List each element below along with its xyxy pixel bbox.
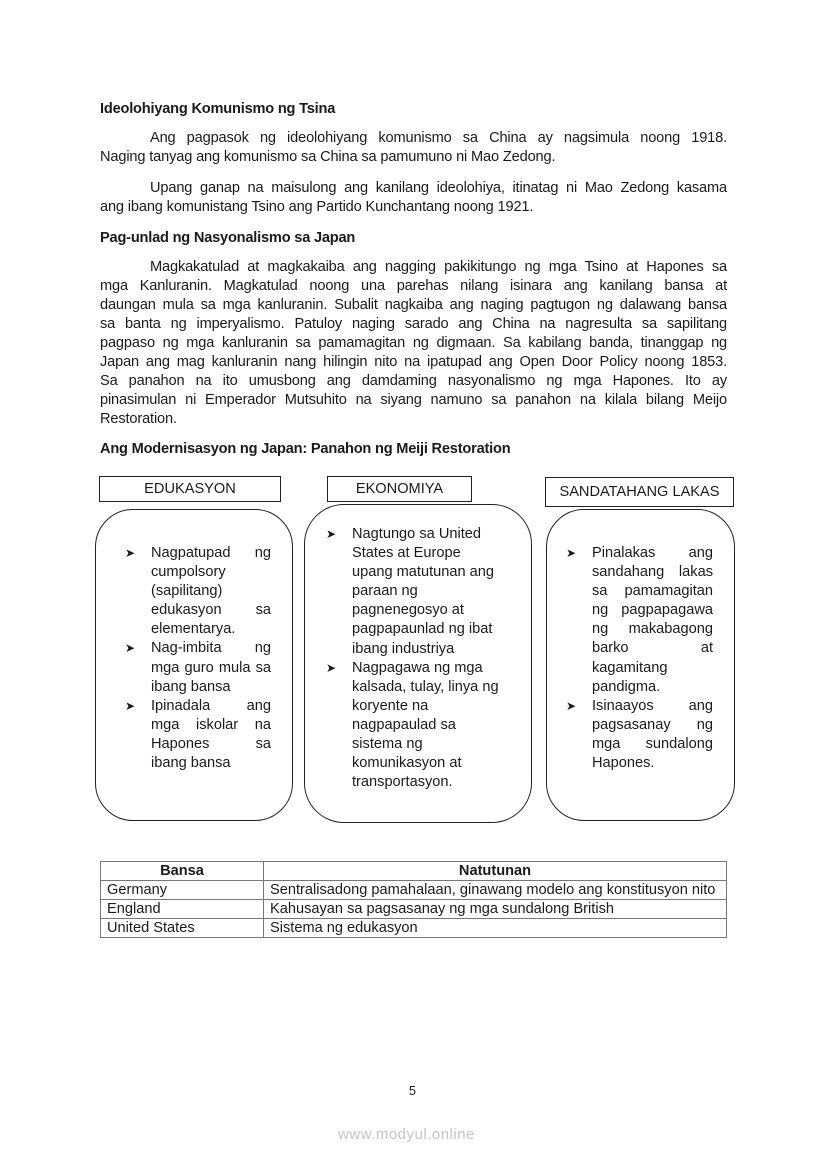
column-header-bansa: Bansa — [101, 862, 264, 881]
arrow-bullet-icon: ➤ — [326, 660, 337, 675]
arrow-bullet-icon: ➤ — [125, 546, 136, 560]
text-line: Naging tanyag ang komunismo sa China sa pamumuno ni Mao Zedong. — [100, 149, 556, 165]
bansa-natutunan-table — [100, 861, 727, 938]
text-line: Ang pagpasok ng ideolohiyang komunismo sa China ay nagsimula noong 1918. — [150, 130, 727, 146]
ekonomiya-label: EKONOMIYA — [327, 476, 472, 502]
heading-komunismo: Ideolohiyang Komunismo ng Tsina — [100, 101, 336, 117]
text-line: pagpaso ng mga kanluranin sa pamamagitan ng digmaan. Sa kabilang banda, tinanggap ng — [100, 335, 727, 351]
list-item: ➤ Pinalakas ang sandahang lakas sa pamamagitan ng pagpapagawa ng makabagong barko at kagamitang pandigma. — [566, 545, 713, 695]
heading-modernisasyon: Ang Modernisasyon ng Japan: Panahon ng Meiji Restoration — [100, 441, 511, 457]
watermark: www.modyul.online — [338, 1126, 475, 1143]
text-line: Upang ganap na maisulong ang kanilang ideolohiya, itinatag ni Mao Zedong kasama — [150, 180, 727, 196]
list-item: ➤ Nag-imbita ng mga guro mula sa ibang bansa — [125, 640, 271, 695]
list-item: ➤ Isinaayos ang pagsasanay ng mga sundalong Hapones. — [566, 697, 713, 772]
table-row — [101, 919, 727, 938]
ekonomiya-list — [326, 525, 517, 792]
text-line: Japan ang mag kanluranin nang hilingin nito na ipatupad ang Open Door Policy noong 1853. — [100, 354, 727, 370]
page-number: 5 — [409, 1084, 416, 1098]
text-line: daungan mula sa mga kanluranin. Subalit nagkaiba ang naging pagtugon ng dalawang bansa — [100, 297, 727, 313]
arrow-bullet-icon: ➤ — [566, 698, 577, 713]
cell-natutunan: Sentralisadong pamahalaan, ginawang modelo ang konstitusyon nito — [264, 881, 727, 900]
list-item: ➤ Ipinadala ang mga iskolar na Hapones sa ibang bansa — [125, 697, 271, 772]
cell-bansa: England — [101, 900, 264, 919]
list-item: ➤ Nagtungo sa United States at Europe upang matutunan ang paraan ng pagnenegosyo at pagpapaunlad ng ibat ibang industriya — [326, 526, 495, 657]
heading-nasyonalismo: Pag-unlad ng Nasyonalismo sa Japan — [100, 230, 356, 246]
text-line: mga Kanluranin. Magkatulad noong una parehas nilang isinara ang kanilang bansa at — [100, 278, 727, 294]
paragraph-nasyonalismo — [100, 258, 727, 429]
text-line: pinasimulan ni Emperador Mutsuhito na siyang namuno sa panahon na kilala bilang Meijo — [100, 392, 727, 408]
list-item: ➤ Nagpatupad ng cumpolsory (sapilitang) edukasyon sa elementarya. — [125, 545, 271, 638]
text-line: Restoration. — [100, 411, 177, 427]
text-line: Sa panahon na ito umusbong ang damdaming nasyonalismo ng mga Hapones. Ito ay — [100, 373, 727, 389]
arrow-bullet-icon: ➤ — [566, 546, 577, 560]
arrow-bullet-icon: ➤ — [125, 641, 136, 656]
text-line: Magkakatulad at magkakaiba ang nagging pakikitungo ng mga Tsino at Hapones sa — [150, 259, 727, 275]
paragraph-komunismo-2 — [100, 179, 727, 217]
text-line: ang ibang komunistang Tsino ang Partido Kunchantang noong 1921. — [100, 199, 534, 215]
edukasyon-list — [125, 544, 271, 773]
sandatahang-lakas-label: SANDATAHANG LAKAS — [545, 477, 734, 507]
arrow-bullet-icon: ➤ — [125, 698, 136, 713]
cell-natutunan: Kahusayan sa pagsasanay ng mga sundalong British — [264, 900, 727, 919]
table-row — [101, 881, 727, 900]
list-item: ➤ Nagpagawa ng mga kalsada, tulay, linya ng koryente na nagpapaulad sa sistema ng komunikasyon at transportasyon. — [326, 659, 499, 791]
paragraph-komunismo-1 — [100, 129, 727, 167]
edukasyon-label: EDUKASYON — [99, 476, 281, 502]
arrow-bullet-icon: ➤ — [326, 527, 337, 541]
table-header-row — [101, 862, 727, 881]
text-line: sa banta ng imperyalismo. Patuloy naging sarado ang China na nagresulta sa sapilitang — [100, 316, 727, 332]
column-header-natutunan: Natutunan — [264, 862, 727, 881]
sandatahang-lakas-list — [566, 544, 713, 773]
cell-bansa: Germany — [101, 881, 264, 900]
cell-natutunan: Sistema ng edukasyon — [264, 919, 727, 938]
table-row — [101, 900, 727, 919]
cell-bansa: United States — [101, 919, 264, 938]
